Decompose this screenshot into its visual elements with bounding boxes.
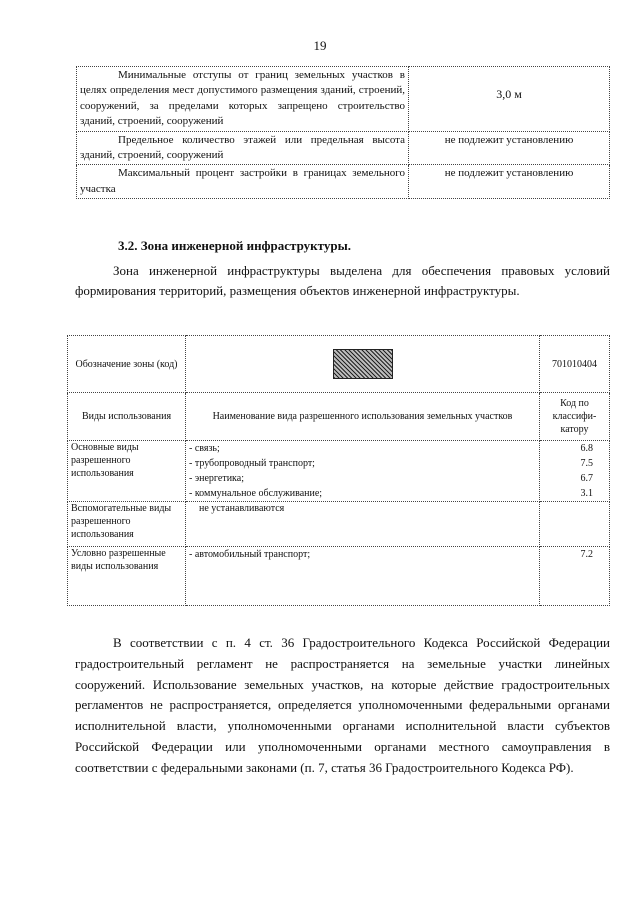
section-intro: Зона инженерной инфраструктуры выделена для обеспечения правовых условий формирования территорий, размещения объектов инженерной инфраструктуры. xyxy=(75,263,610,298)
conditional-usage-row xyxy=(68,547,610,606)
value-cell: не подлежит установлению xyxy=(409,165,610,199)
auxiliary-usage-row xyxy=(68,502,610,547)
regulations-table xyxy=(76,66,610,199)
zone-table xyxy=(67,335,610,606)
zone-code-cell: 701010404 xyxy=(540,336,610,393)
value-cell: не подлежит установлению xyxy=(409,131,610,165)
main-usage-row xyxy=(68,441,610,502)
list-item: - трубопроводный транспорт; xyxy=(189,458,315,469)
value-cell: 3,0 м xyxy=(409,67,610,132)
classifier-code: 7.5 xyxy=(580,458,593,469)
header-usage-name: Наименование вида разрешенного использования земельных участков xyxy=(186,393,540,441)
parameter-cell xyxy=(77,131,409,165)
zone-label-cell: Обозначение зоны (код) xyxy=(68,336,186,393)
classifier-code: 7.2 xyxy=(580,549,593,560)
header-usage-types: Виды использования xyxy=(68,393,186,441)
conditional-usage-label: Условно разрешенные виды использования xyxy=(68,547,186,606)
main-usage-codes xyxy=(540,441,610,502)
table-row xyxy=(77,131,610,165)
conditional-usage-list xyxy=(186,547,540,606)
header-classifier-code: Код по классифи-катору xyxy=(540,393,610,441)
zone-hatch-icon xyxy=(333,349,393,379)
parameter-cell xyxy=(77,67,409,132)
list-item: - автомобильный транспорт; xyxy=(189,549,311,560)
zone-symbol-cell xyxy=(186,336,540,393)
list-item: - связь; xyxy=(189,443,220,454)
page-number: 19 xyxy=(313,38,327,53)
auxiliary-usage-label: Вспомогательные виды разрешенного использования xyxy=(68,502,186,547)
table-header-row xyxy=(68,393,610,441)
classifier-code: 3.1 xyxy=(580,488,593,499)
closing-paragraph: В соответствии с п. 4 ст. 36 Градостроительного Кодекса Российской Федерации градостроительный регламент не распространяется на земельные участки линейных сооружений. Использование земельных участков, на которые действие градостроительных регламентов не распространяется, определяется уполномоченными федеральными органами исполнительной власти, уполномоченными органами исполнительной власти субъектов Российской Федерации или уполномоченными органами местного самоуправления в соответствии с федеральными законами (п. 7, статья 36 Градостроительного Кодекса РФ). xyxy=(75,635,610,775)
section-heading: 3.2. Зона инженерной инфраструктуры. xyxy=(118,238,351,253)
main-usage-list xyxy=(186,441,540,502)
zone-code-row xyxy=(68,336,610,393)
table-row xyxy=(77,67,610,132)
auxiliary-usage-text: не устанавливаются xyxy=(199,503,285,514)
parameter-text: Минимальные отступы от границ земельных участков в целях определения мест допустимого размещения зданий, строений, сооружений, за пределами которых запрещено строительство зданий, строений, сооружений xyxy=(80,69,405,128)
main-usage-label: Основные виды разрешенного использования xyxy=(68,441,186,502)
list-item: - коммунальное обслуживание; xyxy=(189,488,323,499)
classifier-code: 6.8 xyxy=(580,443,593,454)
classifier-code: 6.7 xyxy=(580,473,593,484)
auxiliary-usage-code xyxy=(540,502,610,547)
parameter-cell xyxy=(77,165,409,199)
list-item: - энергетика; xyxy=(189,473,244,484)
parameter-text: Предельное количество этажей или предельная высота зданий, строений, сооружений xyxy=(80,133,405,162)
parameter-text: Максимальный процент застройки в границах земельного участка xyxy=(80,167,405,195)
table-row xyxy=(77,165,610,199)
conditional-usage-codes xyxy=(540,547,610,606)
auxiliary-usage-value xyxy=(186,502,540,547)
